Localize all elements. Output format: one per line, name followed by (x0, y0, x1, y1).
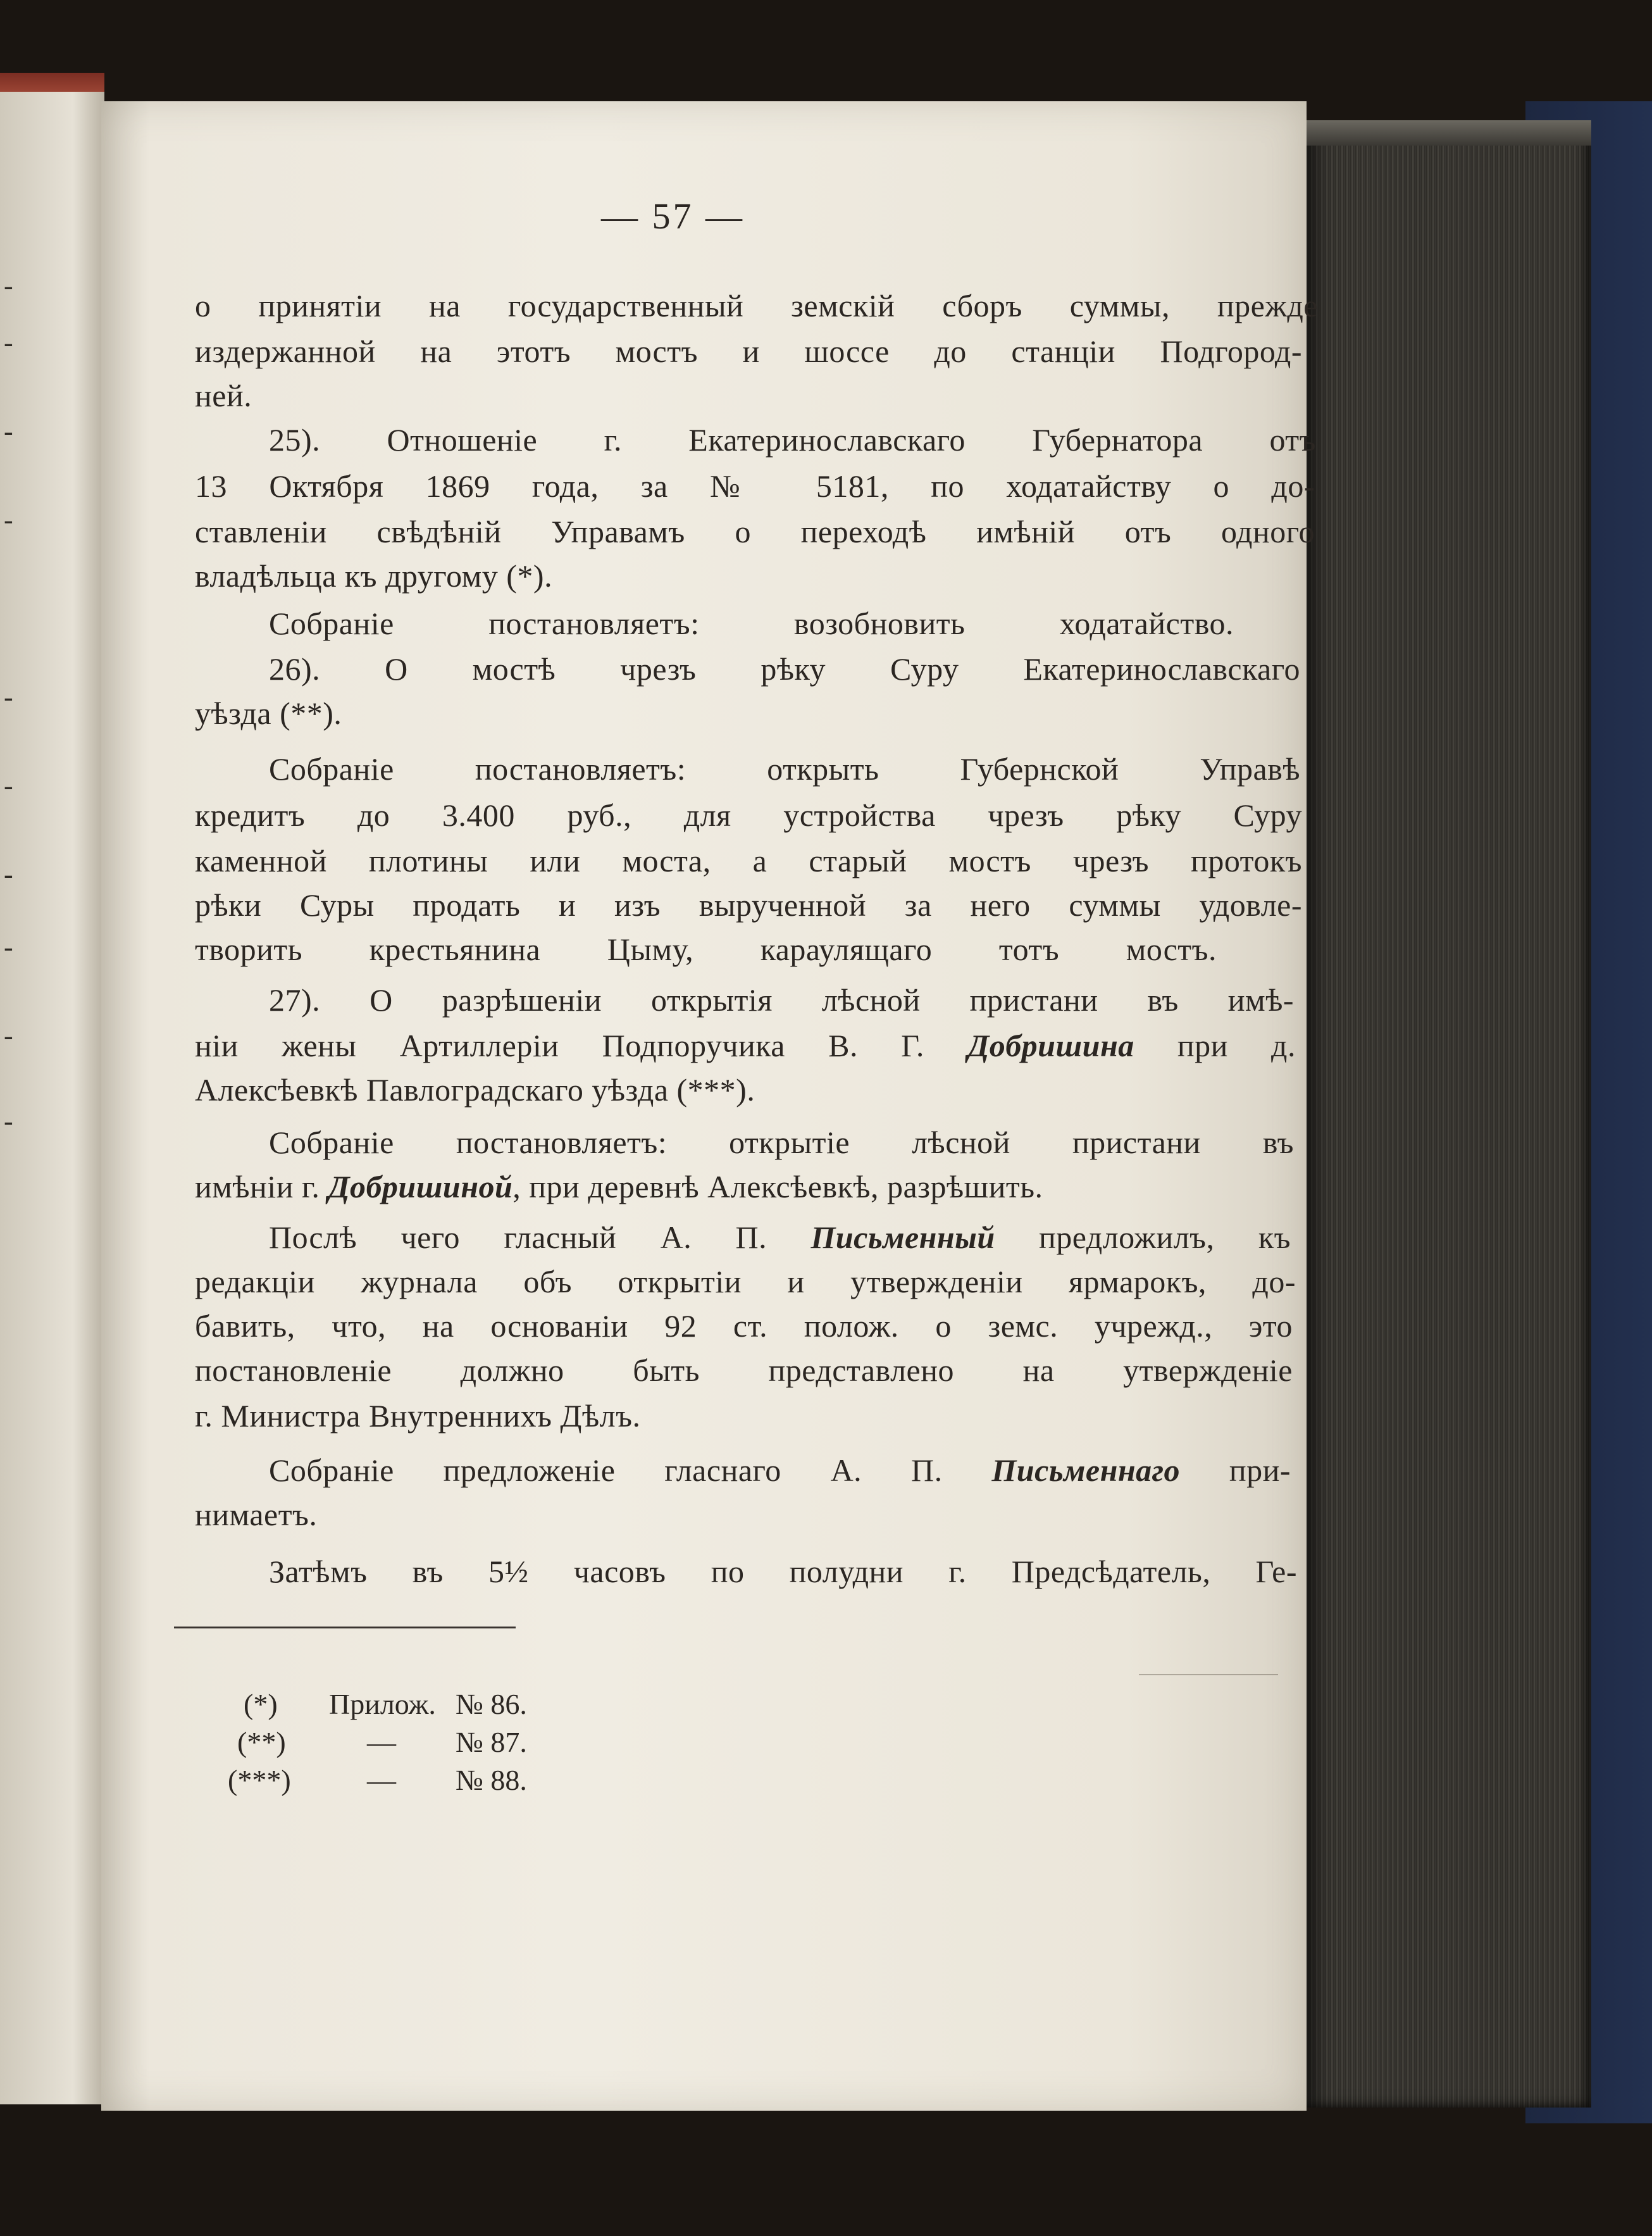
page-edges (1303, 120, 1591, 2108)
body-line-19: Собраніе постановляетъ: открытіе лѣсной пристани въ (269, 1125, 1294, 1160)
footnote-num-3: № 88. (456, 1764, 527, 1796)
body-line-21: Послѣ чего гласный А. П. Письменный предложилъ, къ (269, 1220, 1291, 1255)
footnote-num-1: № 86. (456, 1688, 527, 1720)
body-line-13: каменной плотины или моста, а старый мостъ чрезъ протокъ (195, 843, 1302, 878)
body-line-5: 13 Октября 1869 года, за № 5181, по ходатайству о до- (195, 468, 1315, 504)
footnote-label-1: Прилож. (329, 1688, 436, 1720)
body-line-24: постановленіе должно быть представлено на утвержденіе (195, 1352, 1293, 1388)
body-line-10: уѣзда (**). (195, 696, 342, 731)
body-line-8: Собраніе постановляетъ: возобновить ходатайство. (269, 606, 1234, 641)
body-line-18: Алексѣевкѣ Павлоградскаго уѣзда (***). (195, 1072, 755, 1108)
footnote-mark-3: (***) (228, 1764, 291, 1796)
footnote-rule (174, 1627, 516, 1628)
italic-name-pismenny: Письменный (810, 1220, 995, 1255)
page-text (101, 101, 1318, 2111)
book-page (101, 101, 1318, 2111)
body-line-25: г. Министра Внутреннихъ Дѣлъ. (195, 1398, 641, 1433)
footnote-label-3: — (367, 1764, 396, 1796)
body-line-9: 26). О мостѣ чрезъ рѣку Суру Екатеринославскаго (269, 651, 1300, 687)
footnote-label-2: — (367, 1726, 396, 1758)
left-page-marks: - - - - - - - - - - (4, 270, 13, 1137)
italic-name-dobrishin: Добришина (967, 1028, 1134, 1063)
body-line-15: творить крестьянина Цыму, караулящаго тотъ мостъ. (195, 932, 1217, 967)
body-line-4: 25). Отношеніе г. Екатеринославскаго Губернатора отъ (269, 422, 1316, 458)
body-line-12: кредитъ до 3.400 руб., для устройства чрезъ рѣку Суру (195, 797, 1302, 833)
page-header: — 57 — (601, 196, 745, 237)
body-line-17: ніи жены Артиллеріи Подпоручика В. Г. Добришина при д. (195, 1028, 1296, 1063)
body-line-23: бавить, что, на основаніи 92 ст. полож. о земс. учрежд., это (195, 1308, 1293, 1344)
left-facing-page (0, 85, 104, 2104)
body-line-7: владѣльца къ другому (*). (195, 558, 553, 594)
footnote-num-2: № 87. (456, 1726, 527, 1758)
italic-name-pismennago: Письменнаго (991, 1452, 1181, 1488)
body-line-6: ставленіи свѣдѣній Управамъ о переходѣ имѣній отъ одного (195, 514, 1315, 549)
body-line-28: Затѣмъ въ 5½ часовъ по полудни г. Предсѣдатель, Ге- (269, 1554, 1297, 1589)
body-line-1: о принятіи на государственный земскій сборъ суммы, прежде (195, 288, 1318, 323)
body-line-16: 27). О разрѣшеніи открытія лѣсной пристани въ имѣ- (269, 982, 1294, 1018)
body-line-22: редакціи журнала объ открытіи и утвержденіи ярмарокъ, до- (195, 1264, 1296, 1299)
body-line-2: издержанной на этотъ мостъ и шоссе до станціи Подгород- (195, 334, 1302, 369)
body-line-20: имѣніи г. Добришиной, при деревнѣ Алексѣевкѣ, разрѣшить. (195, 1169, 1043, 1204)
body-line-27: нимаетъ. (195, 1497, 318, 1532)
footnote-mark-1: (*) (244, 1688, 278, 1720)
body-line-3: ней. (195, 378, 252, 413)
bleed-through-rule (1139, 1674, 1278, 1675)
body-line-26: Собраніе предложеніе гласнаго А. П. Письменнаго при- (269, 1452, 1291, 1488)
body-line-11: Собраніе постановляетъ: открыть Губернской Управѣ (269, 751, 1300, 787)
body-line-14: рѣки Суры продать и изъ вырученной за него суммы удовле- (195, 887, 1302, 923)
footnote-mark-2: (**) (237, 1726, 286, 1758)
italic-name-dobrishina: Добришиной (328, 1169, 513, 1204)
